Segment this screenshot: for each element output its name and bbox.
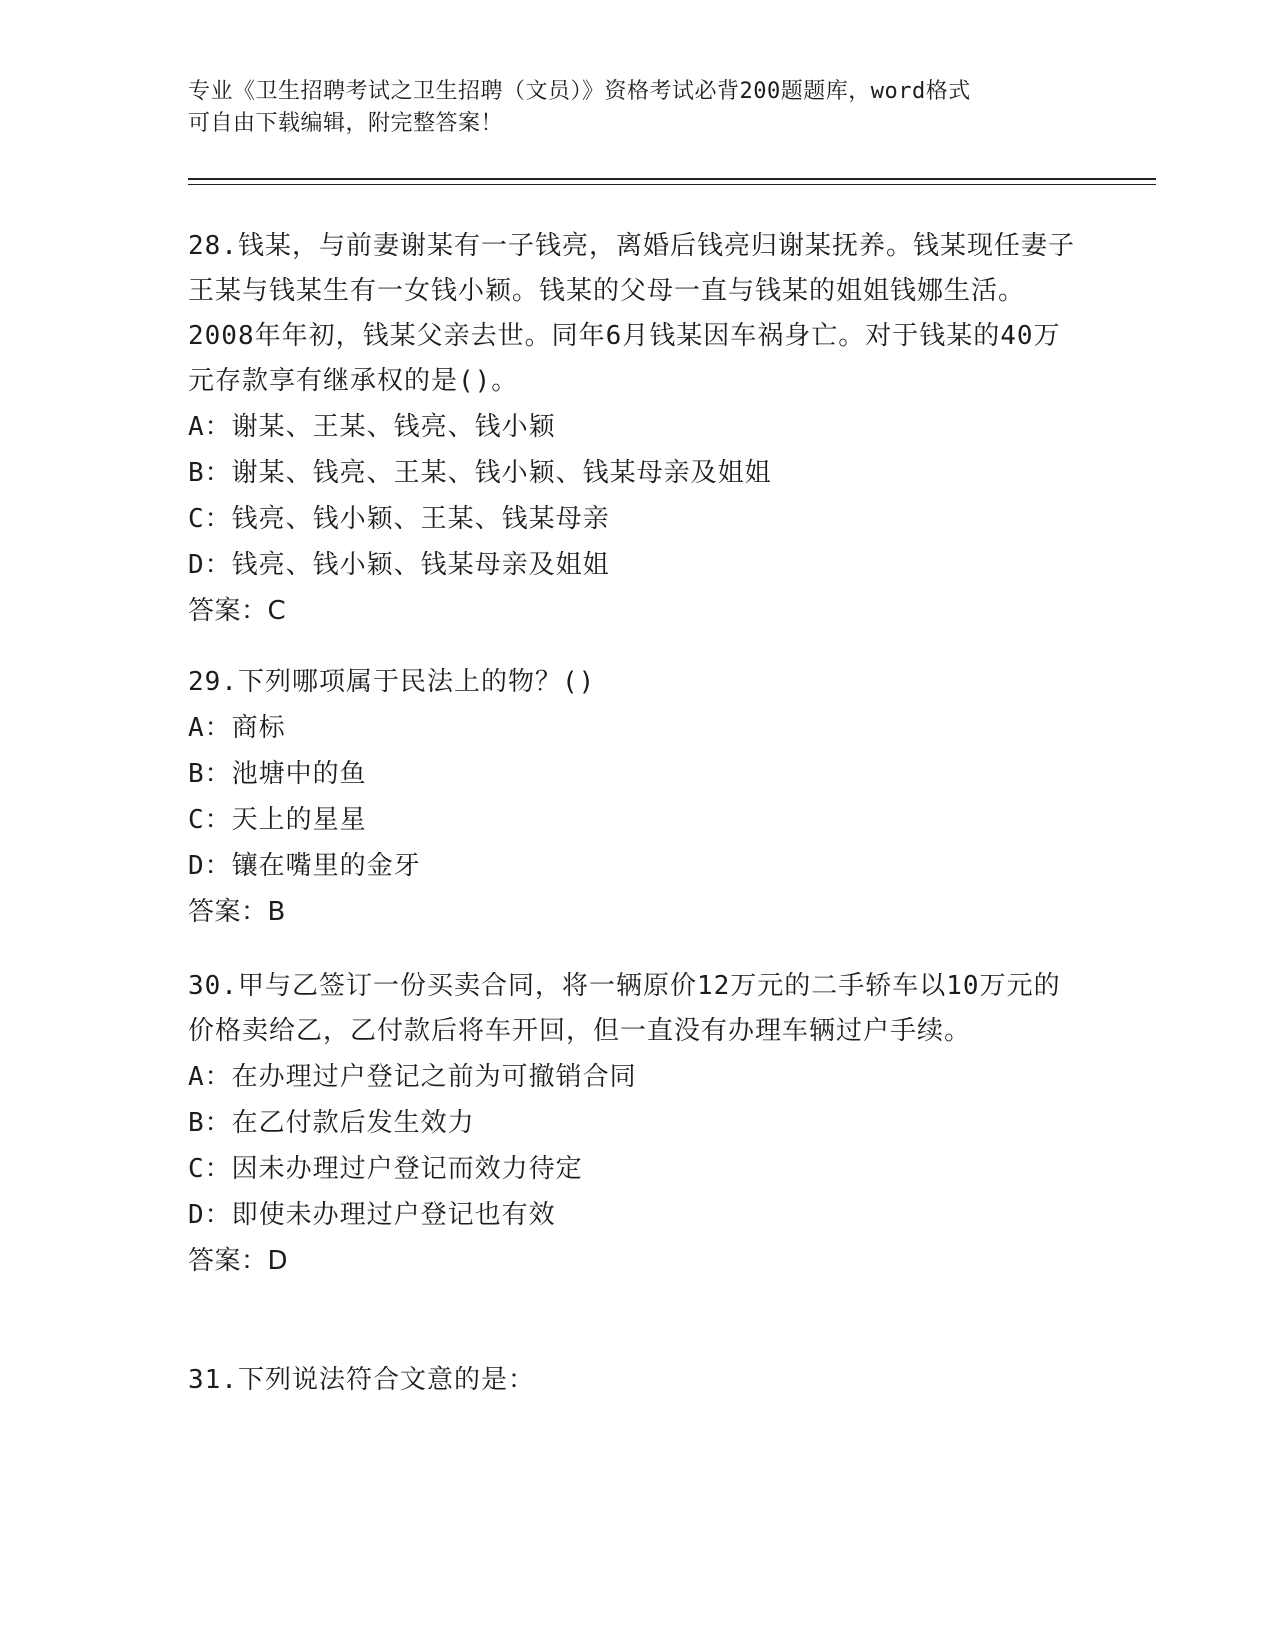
question-stem: 28.钱某，与前妻谢某有一子钱亮，离婚后钱亮归谢某抚养。钱某现任妻子王某与钱某生有一女钱小颖。钱某的父母一直与钱某的姐姐钱娜生活。2008年年初，钱某父亲去世。同年6月钱某因车祸身亡。对于钱某的40万元存款享有继承权的是()。 <box>188 231 1075 396</box>
document-header <box>188 76 1068 140</box>
answer-line: 答案：B <box>188 897 286 927</box>
header-title-line-1: 专业《卫生招聘考试之卫生招聘（文员）》资格考试必背200题题库，word格式 <box>188 79 971 104</box>
option-d: D：钱亮、钱小颖、钱某母亲及姐姐 <box>188 550 610 580</box>
option-b: B：在乙付款后发生效力 <box>188 1108 475 1138</box>
question-stem: 30.甲与乙签订一份买卖合同，将一辆原价12万元的二手轿车以10万元的价格卖给乙，乙付款后将车开回，但一直没有办理车辆过户手续。 <box>188 971 1061 1046</box>
header-divider-thin <box>188 184 1156 185</box>
question-stem: 29.下列哪项属于民法上的物？() <box>188 667 596 697</box>
option-a: A：在办理过户登记之前为可撤销合同 <box>188 1062 637 1092</box>
answer-line: 答案：D <box>188 1246 289 1276</box>
question-30 <box>188 964 1078 1284</box>
question-31 <box>188 1358 1078 1403</box>
option-c: C：因未办理过户登记而效力待定 <box>188 1154 583 1184</box>
option-d: D：镶在嘴里的金牙 <box>188 851 421 881</box>
header-title-line-2: 可自由下载编辑，附完整答案！ <box>188 111 504 136</box>
header-divider-thick <box>188 178 1156 180</box>
option-b: B：谢某、钱亮、王某、钱小颖、钱某母亲及姐姐 <box>188 458 772 488</box>
question-28 <box>188 224 1078 634</box>
question-29 <box>188 660 1078 935</box>
answer-line: 答案：C <box>188 596 287 626</box>
option-c: C：钱亮、钱小颖、王某、钱某母亲 <box>188 504 610 534</box>
question-stem: 31.下列说法符合文意的是： <box>188 1365 535 1395</box>
option-a: A：谢某、王某、钱亮、钱小颖 <box>188 412 556 442</box>
option-c: C：天上的星星 <box>188 805 367 835</box>
option-a: A：商标 <box>188 713 286 743</box>
option-b: B：池塘中的鱼 <box>188 759 367 789</box>
option-d: D：即使未办理过户登记也有效 <box>188 1200 556 1230</box>
